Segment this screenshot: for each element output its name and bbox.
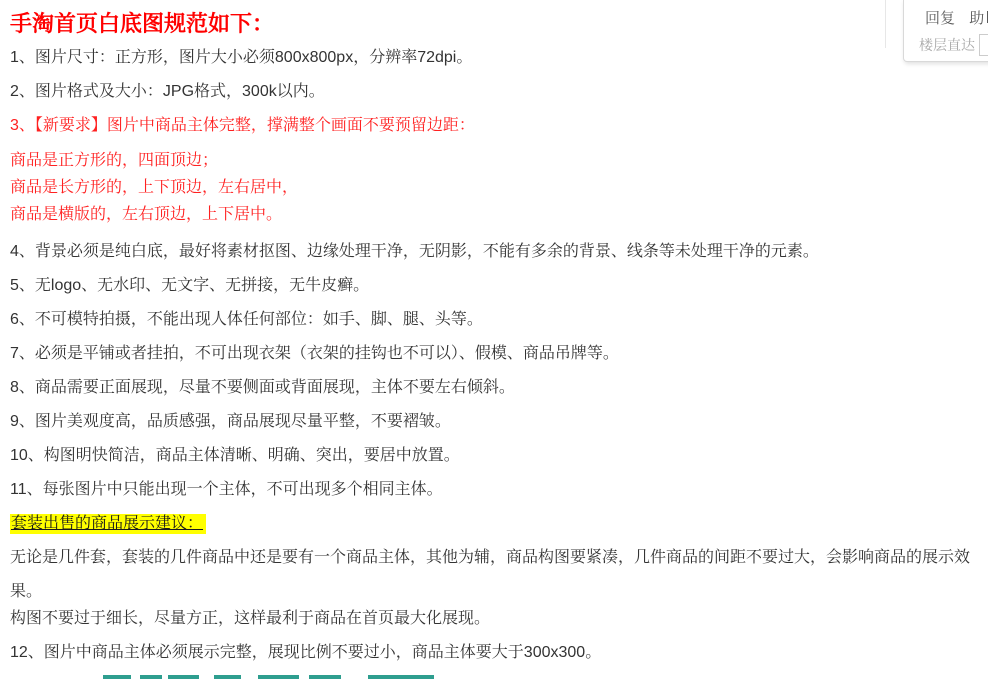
floor-jump-input[interactable] bbox=[979, 34, 988, 56]
suit-tip-1: 无论是几件套，套装的几件商品中还是要有一个商品主体，其他为辅，商品构图要紧凑，几件商品的间距不要过大，会影响商品的展示效果。 bbox=[10, 549, 971, 600]
suit-heading-line bbox=[10, 507, 978, 541]
rule-12: 12、图片中商品主体必须展示完整，展现比例不要过小，商品主体要大于300x300。 bbox=[10, 644, 602, 661]
rule-6: 6、不可模特拍摄，不能出现人体任何部位：如手、脚、腿、头等。 bbox=[10, 311, 483, 328]
rule-11: 11、每张图片中只能出现一个主体，不可出现多个相同主体。 bbox=[10, 481, 443, 498]
floor-nav-actions bbox=[904, 0, 988, 28]
panel-edge-line bbox=[885, 0, 886, 48]
reply-button[interactable]: 回复 bbox=[925, 10, 956, 27]
post-content bbox=[10, 0, 978, 670]
rule-5: 5、无logo、无水印、无文字、无拼接，无牛皮癣。 bbox=[10, 277, 370, 294]
rule-2: 2、图片格式及大小：JPG格式，300k以内。 bbox=[10, 83, 325, 100]
floor-nav-panel bbox=[903, 0, 988, 62]
rule-7: 7、必须是平铺或者挂拍，不可出现衣架（衣架的挂钩也不可以）、假模、商品吊牌等。 bbox=[10, 345, 619, 362]
page-title: 手淘首页白底图规范如下： bbox=[10, 11, 275, 36]
floor-jump-row bbox=[904, 34, 988, 56]
rule-3-sub-landscape: 商品是横版的，左右顶边，上下居中。 bbox=[10, 206, 283, 223]
assist-button[interactable]: 助 bbox=[969, 10, 985, 27]
suit-tip-2: 构图不要过于细长，尽量方正，这样最利于商品在首页最大化展现。 bbox=[10, 610, 491, 627]
rule-10: 10、构图明快简洁，商品主体清晰、明确、突出，要居中放置。 bbox=[10, 447, 460, 464]
rule-3-sub-rectangle: 商品是长方形的，上下顶边，左右居中， bbox=[10, 179, 299, 196]
rule-4: 4、背景必须是纯白底，最好将素材抠图、边缘处理干净，无阴影，不能有多余的背景、线条等未处理干净的元素。 bbox=[10, 243, 819, 260]
suit-heading-highlight: 套装出售的商品展示建议： bbox=[10, 514, 206, 534]
rule-8: 8、商品需要正面展现，尽量不要侧面或背面展现，主体不要左右倾斜。 bbox=[10, 379, 515, 396]
rule-9: 9、图片美观度高，品质感强，商品展现尽量平整，不要褶皱。 bbox=[10, 413, 451, 430]
rule-1: 1、图片尺寸：正方形，图片大小必须800x800px，分辨率72dpi。 bbox=[10, 49, 473, 66]
rule-3-sub-square: 商品是正方形的，四面顶边； bbox=[10, 152, 219, 169]
floor-jump-label: 楼层直达 bbox=[919, 37, 975, 53]
rule-3: 3、【新要求】图片中商品主体完整，撑满整个画面不要预留边距： bbox=[10, 117, 475, 134]
rule-3-sublist bbox=[10, 147, 978, 228]
